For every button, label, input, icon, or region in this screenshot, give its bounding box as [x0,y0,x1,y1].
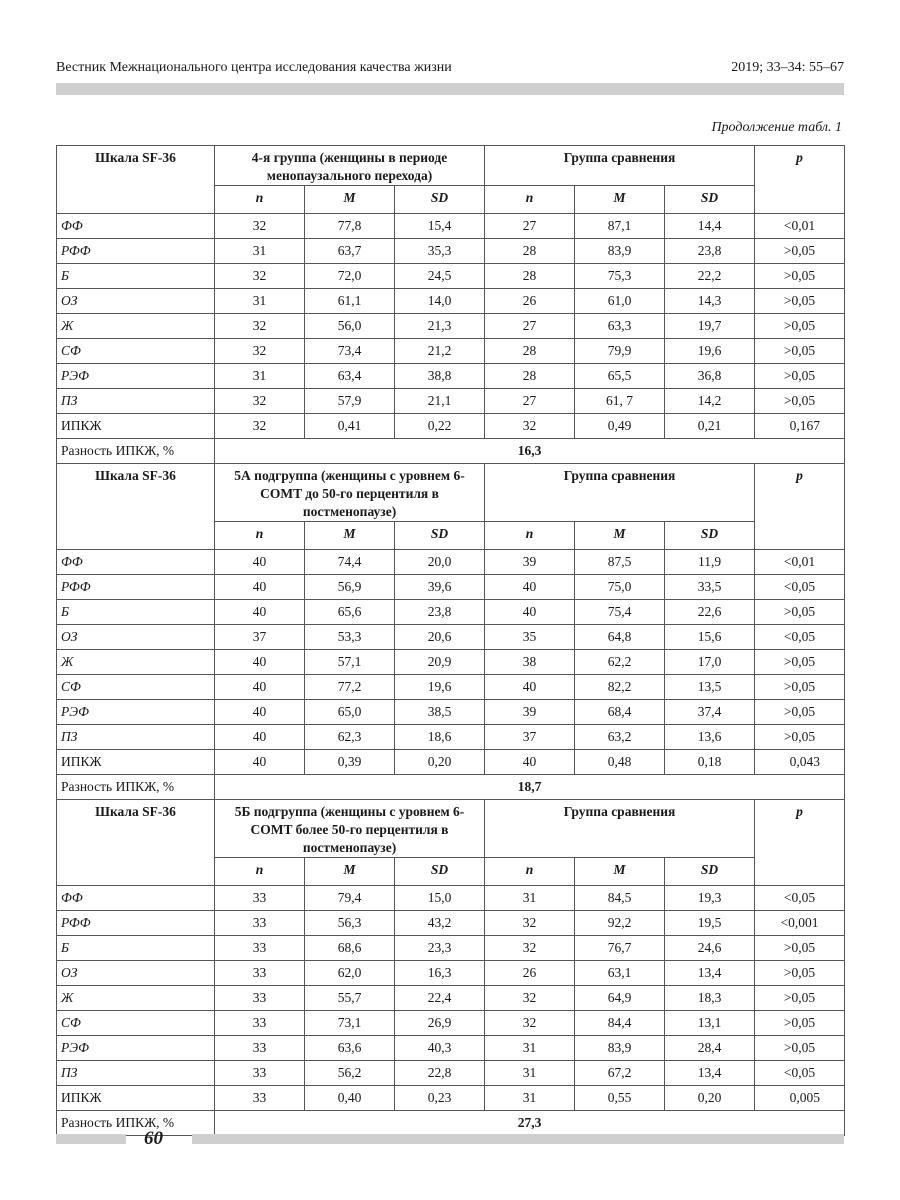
cell-sd1: 18,6 [395,725,485,750]
cell-sd1: 19,6 [395,675,485,700]
p-value: >0,05 [755,239,845,264]
section-header-row [57,464,845,522]
p-value: >0,05 [755,700,845,725]
table-row [57,1086,845,1111]
cell-sd2: 19,5 [665,911,755,936]
cell-m2: 64,9 [575,986,665,1011]
cell-m1: 0,40 [305,1086,395,1111]
cell-n2: 27 [485,314,575,339]
table-row [57,725,845,750]
sub-header-n: n [215,522,305,550]
cell-n2: 31 [485,1086,575,1111]
section-header-row [57,800,845,858]
cell-n2: 31 [485,1061,575,1086]
cell-sd2: 23,8 [665,239,755,264]
page-number: 60 [144,1128,163,1149]
cell-sd1: 15,0 [395,886,485,911]
cell-m2: 0,55 [575,1086,665,1111]
cell-sd1: 23,8 [395,600,485,625]
comparison-header: Группа сравнения [485,464,755,522]
cell-m2: 63,1 [575,961,665,986]
cell-sd2: 14,3 [665,289,755,314]
scale-name: Б [57,600,215,625]
table-row [57,364,845,389]
p-value: >0,05 [755,314,845,339]
p-value: >0,05 [755,725,845,750]
cell-m2: 82,2 [575,675,665,700]
cell-n1: 40 [215,750,305,775]
scale-name: ФФ [57,550,215,575]
cell-m2: 67,2 [575,1061,665,1086]
p-value: >0,05 [755,264,845,289]
scale-name: ОЗ [57,961,215,986]
p-value: <0,01 [755,214,845,239]
cell-sd2: 13,4 [665,961,755,986]
cell-sd1: 35,3 [395,239,485,264]
cell-sd1: 14,0 [395,289,485,314]
table-row [57,414,845,439]
diff-value: 18,7 [215,775,845,800]
diff-row [57,439,845,464]
cell-m1: 56,3 [305,911,395,936]
cell-m2: 63,3 [575,314,665,339]
table-row [57,936,845,961]
cell-sd2: 22,6 [665,600,755,625]
cell-n1: 40 [215,675,305,700]
cell-m2: 84,4 [575,1011,665,1036]
sub-header-m: M [575,522,665,550]
table-row [57,1036,845,1061]
scale-name: ИПКЖ [57,414,215,439]
p-value: >0,05 [755,339,845,364]
cell-n1: 31 [215,289,305,314]
cell-m2: 68,4 [575,700,665,725]
cell-n2: 31 [485,886,575,911]
cell-n2: 38 [485,650,575,675]
table-row [57,986,845,1011]
cell-m1: 62,3 [305,725,395,750]
sub-header-n: n [485,522,575,550]
p-value: <0,05 [755,625,845,650]
table-row [57,600,845,625]
cell-m2: 87,5 [575,550,665,575]
diff-value: 16,3 [215,439,845,464]
cell-n2: 32 [485,414,575,439]
cell-sd1: 0,23 [395,1086,485,1111]
cell-m1: 68,6 [305,936,395,961]
cell-m1: 72,0 [305,264,395,289]
p-header: p [755,464,845,550]
cell-m2: 64,8 [575,625,665,650]
scale-name: РФФ [57,575,215,600]
cell-m2: 0,49 [575,414,665,439]
cell-sd1: 39,6 [395,575,485,600]
footer-bar-right [192,1134,844,1144]
cell-m1: 57,1 [305,650,395,675]
cell-sd1: 15,4 [395,214,485,239]
scale-name: ПЗ [57,725,215,750]
cell-n2: 27 [485,214,575,239]
scale-name: Ж [57,650,215,675]
cell-sd2: 33,5 [665,575,755,600]
cell-n1: 40 [215,600,305,625]
cell-sd1: 43,2 [395,911,485,936]
cell-sd2: 19,6 [665,339,755,364]
results-table [56,145,845,1136]
cell-m1: 63,7 [305,239,395,264]
cell-n2: 28 [485,364,575,389]
cell-sd1: 38,8 [395,364,485,389]
journal-title: Вестник Межнационального центра исследования качества жизни [56,60,452,75]
scale-name: ПЗ [57,389,215,414]
cell-n1: 31 [215,364,305,389]
p-value: >0,05 [755,675,845,700]
cell-sd2: 17,0 [665,650,755,675]
table-row [57,650,845,675]
p-value: <0,01 [755,550,845,575]
table-row [57,961,845,986]
cell-m1: 63,6 [305,1036,395,1061]
cell-sd1: 0,22 [395,414,485,439]
cell-n1: 32 [215,214,305,239]
cell-m2: 63,2 [575,725,665,750]
cell-sd2: 13,4 [665,1061,755,1086]
cell-n2: 28 [485,339,575,364]
cell-n1: 33 [215,936,305,961]
cell-m1: 57,9 [305,389,395,414]
sub-header-m: M [305,858,395,886]
table-body [57,146,845,1136]
scale-name: ФФ [57,886,215,911]
cell-sd1: 20,9 [395,650,485,675]
scale-name: ОЗ [57,289,215,314]
sub-header-sd: SD [395,522,485,550]
cell-n2: 32 [485,936,575,961]
cell-m1: 63,4 [305,364,395,389]
cell-m2: 87,1 [575,214,665,239]
cell-n1: 33 [215,961,305,986]
cell-n1: 32 [215,389,305,414]
cell-sd2: 11,9 [665,550,755,575]
sub-header-n: n [215,186,305,214]
cell-n1: 33 [215,886,305,911]
cell-n1: 33 [215,1086,305,1111]
cell-m1: 56,0 [305,314,395,339]
cell-n2: 26 [485,961,575,986]
sub-header-sd: SD [395,858,485,886]
table-caption: Продолжение табл. 1 [711,120,842,135]
cell-m2: 75,3 [575,264,665,289]
scale-name: РЭФ [57,700,215,725]
cell-n1: 32 [215,264,305,289]
table-row [57,1061,845,1086]
sub-header-sd: SD [665,186,755,214]
cell-m2: 92,2 [575,911,665,936]
table-row [57,886,845,911]
cell-m2: 61, 7 [575,389,665,414]
cell-n1: 33 [215,911,305,936]
scale-name: Б [57,936,215,961]
p-value: 0,005 [755,1086,845,1111]
cell-sd2: 0,21 [665,414,755,439]
cell-sd2: 14,2 [665,389,755,414]
scale-name: ИПКЖ [57,750,215,775]
cell-m1: 0,41 [305,414,395,439]
table-row [57,289,845,314]
cell-sd2: 13,5 [665,675,755,700]
cell-n1: 32 [215,314,305,339]
cell-n1: 33 [215,1061,305,1086]
scale-name: РФФ [57,239,215,264]
diff-value: 27,3 [215,1111,845,1136]
cell-sd2: 19,7 [665,314,755,339]
cell-m2: 75,0 [575,575,665,600]
p-value: >0,05 [755,936,845,961]
cell-n2: 40 [485,675,575,700]
cell-sd1: 21,1 [395,389,485,414]
sub-header-m: M [305,522,395,550]
cell-sd2: 18,3 [665,986,755,1011]
scale-name: ФФ [57,214,215,239]
cell-n1: 33 [215,1011,305,1036]
scale-name: СФ [57,675,215,700]
cell-m2: 61,0 [575,289,665,314]
cell-n2: 40 [485,600,575,625]
cell-n2: 37 [485,725,575,750]
table-row [57,264,845,289]
table-row [57,314,845,339]
cell-sd2: 22,2 [665,264,755,289]
sub-header-m: M [305,186,395,214]
cell-sd2: 19,3 [665,886,755,911]
cell-n1: 40 [215,650,305,675]
running-header [56,60,844,80]
table-row [57,550,845,575]
scale-name: ПЗ [57,1061,215,1086]
cell-n2: 39 [485,550,575,575]
sub-header-sd: SD [665,858,755,886]
p-value: >0,05 [755,600,845,625]
p-header: p [755,800,845,886]
cell-n2: 35 [485,625,575,650]
table-row [57,700,845,725]
scale-name: РЭФ [57,1036,215,1061]
table-row [57,625,845,650]
table-row [57,575,845,600]
cell-m1: 73,4 [305,339,395,364]
p-value: <0,05 [755,1061,845,1086]
cell-n1: 40 [215,700,305,725]
group-header: 5А подгруппа (женщины с уровнем 6-COMT до 50-го перцентиля в постменопаузе) [215,464,485,522]
sub-header-m: M [575,186,665,214]
p-value: 0,043 [755,750,845,775]
scale-header: Шкала SF-36 [57,146,215,214]
cell-m1: 73,1 [305,1011,395,1036]
diff-label: Разность ИПКЖ, % [57,1111,215,1136]
cell-m1: 62,0 [305,961,395,986]
cell-m1: 56,2 [305,1061,395,1086]
scale-name: ИПКЖ [57,1086,215,1111]
diff-row [57,1111,845,1136]
cell-sd2: 14,4 [665,214,755,239]
cell-sd1: 22,8 [395,1061,485,1086]
group-header: 4-я группа (женщины в периоде менопаузального перехода) [215,146,485,186]
cell-m2: 65,5 [575,364,665,389]
cell-sd2: 13,6 [665,725,755,750]
comparison-header: Группа сравнения [485,800,755,858]
cell-n2: 27 [485,389,575,414]
cell-m2: 62,2 [575,650,665,675]
issue-info: 2019; 33–34: 55–67 [731,60,844,75]
cell-m1: 56,9 [305,575,395,600]
cell-n2: 40 [485,750,575,775]
cell-n2: 40 [485,575,575,600]
group-header: 5Б подгруппа (женщины с уровнем 6-COMT более 50-го перцентиля в постменопаузе) [215,800,485,858]
cell-m1: 53,3 [305,625,395,650]
p-value: >0,05 [755,289,845,314]
cell-sd2: 36,8 [665,364,755,389]
sub-header-n: n [485,186,575,214]
scale-name: Ж [57,986,215,1011]
cell-sd1: 22,4 [395,986,485,1011]
table-row [57,389,845,414]
scale-name: РЭФ [57,364,215,389]
cell-sd2: 0,20 [665,1086,755,1111]
table-row [57,339,845,364]
cell-sd1: 21,3 [395,314,485,339]
cell-n1: 31 [215,239,305,264]
sub-header-sd: SD [395,186,485,214]
p-value: >0,05 [755,986,845,1011]
cell-m1: 0,39 [305,750,395,775]
cell-sd1: 16,3 [395,961,485,986]
cell-n2: 32 [485,1011,575,1036]
table-row [57,214,845,239]
table-row [57,911,845,936]
section-header-row [57,146,845,186]
footer-bar-left [56,1134,126,1144]
cell-sd1: 20,0 [395,550,485,575]
cell-n2: 28 [485,239,575,264]
cell-m2: 83,9 [575,1036,665,1061]
cell-sd1: 26,9 [395,1011,485,1036]
cell-sd2: 13,1 [665,1011,755,1036]
scale-name: РФФ [57,911,215,936]
cell-sd1: 24,5 [395,264,485,289]
cell-n1: 40 [215,550,305,575]
cell-m2: 83,9 [575,239,665,264]
cell-sd2: 28,4 [665,1036,755,1061]
cell-sd2: 15,6 [665,625,755,650]
cell-n1: 33 [215,986,305,1011]
cell-sd1: 0,20 [395,750,485,775]
cell-m1: 65,0 [305,700,395,725]
cell-sd1: 21,2 [395,339,485,364]
sub-header-m: M [575,858,665,886]
table-row [57,1011,845,1036]
p-value: >0,05 [755,364,845,389]
header-bar [56,83,844,95]
cell-m2: 84,5 [575,886,665,911]
diff-row [57,775,845,800]
cell-m1: 74,4 [305,550,395,575]
cell-m1: 55,7 [305,986,395,1011]
cell-n2: 32 [485,986,575,1011]
cell-sd1: 20,6 [395,625,485,650]
cell-sd1: 40,3 [395,1036,485,1061]
cell-n1: 32 [215,414,305,439]
scale-header: Шкала SF-36 [57,800,215,886]
cell-n1: 40 [215,725,305,750]
p-value: >0,05 [755,1036,845,1061]
cell-m2: 75,4 [575,600,665,625]
cell-n2: 32 [485,911,575,936]
table-row [57,750,845,775]
sub-header-n: n [485,858,575,886]
cell-sd2: 0,18 [665,750,755,775]
cell-m2: 79,9 [575,339,665,364]
cell-n2: 26 [485,289,575,314]
cell-m1: 77,2 [305,675,395,700]
scale-name: СФ [57,1011,215,1036]
cell-sd1: 23,3 [395,936,485,961]
p-value: <0,05 [755,575,845,600]
diff-label: Разность ИПКЖ, % [57,775,215,800]
cell-m2: 76,7 [575,936,665,961]
cell-n1: 32 [215,339,305,364]
p-value: <0,001 [755,911,845,936]
cell-n2: 31 [485,1036,575,1061]
cell-m1: 61,1 [305,289,395,314]
cell-sd1: 38,5 [395,700,485,725]
table-row [57,239,845,264]
cell-n2: 39 [485,700,575,725]
cell-n2: 28 [485,264,575,289]
p-value: >0,05 [755,1011,845,1036]
cell-n1: 40 [215,575,305,600]
p-value: >0,05 [755,389,845,414]
scale-name: СФ [57,339,215,364]
scale-header: Шкала SF-36 [57,464,215,550]
diff-label: Разность ИПКЖ, % [57,439,215,464]
cell-m1: 79,4 [305,886,395,911]
p-value: >0,05 [755,650,845,675]
sub-header-n: n [215,858,305,886]
cell-sd2: 37,4 [665,700,755,725]
p-header: p [755,146,845,214]
p-value: >0,05 [755,961,845,986]
table-row [57,675,845,700]
cell-m1: 65,6 [305,600,395,625]
p-value: 0,167 [755,414,845,439]
cell-n1: 33 [215,1036,305,1061]
scale-name: ОЗ [57,625,215,650]
sub-header-sd: SD [665,522,755,550]
cell-m1: 77,8 [305,214,395,239]
cell-n1: 37 [215,625,305,650]
cell-sd2: 24,6 [665,936,755,961]
p-value: <0,05 [755,886,845,911]
scale-name: Ж [57,314,215,339]
cell-m2: 0,48 [575,750,665,775]
comparison-header: Группа сравнения [485,146,755,186]
scale-name: Б [57,264,215,289]
